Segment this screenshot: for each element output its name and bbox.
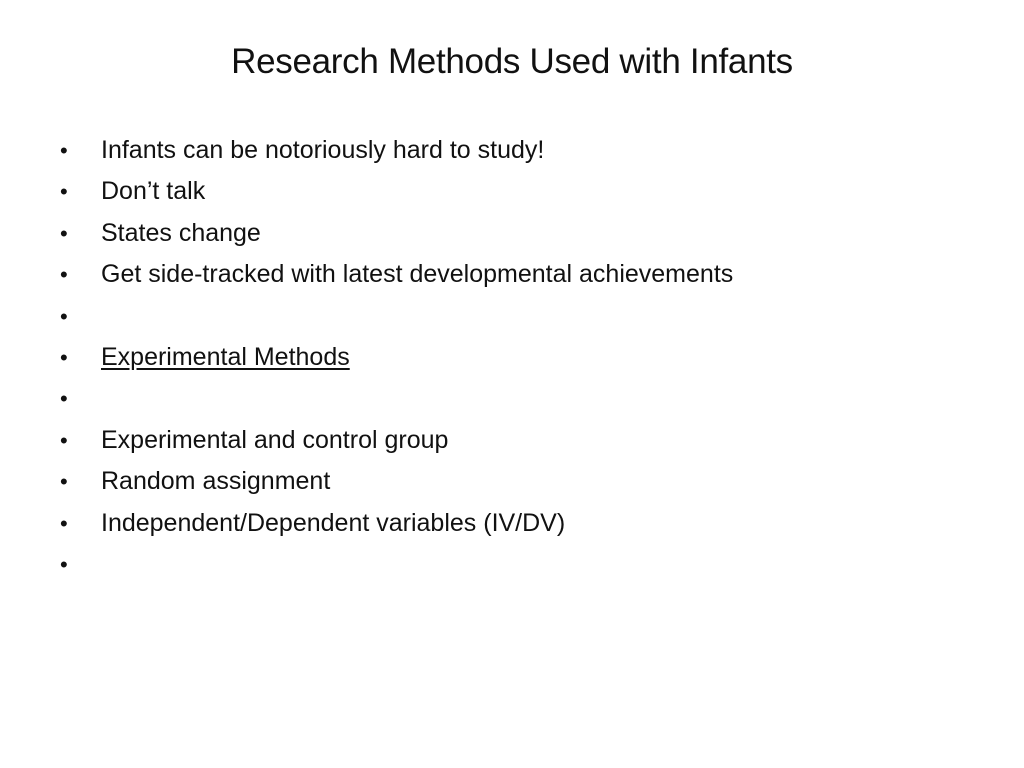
bullet-text: Independent/Dependent variables (IV/DV) [101,508,566,537]
bullet-item-empty [60,378,980,419]
bullet-item-empty [60,544,980,585]
bullet-item-heading [60,337,980,378]
bullet-icon: • [60,386,68,412]
bullet-item-empty [60,296,980,337]
bullet-item [60,171,980,212]
bullet-icon: • [60,179,68,205]
bullet-text: Random assignment [101,467,331,496]
bullet-icon: • [60,469,68,495]
bullet-text: Experimental and control group [101,425,449,454]
bullet-text: States change [101,218,261,247]
bullet-icon: • [60,220,68,246]
bullet-icon: • [60,262,68,288]
bullet-item [60,213,980,254]
bullet-icon: • [60,138,68,163]
bullet-icon: • [60,510,68,536]
bullet-item [60,130,980,171]
bullet-icon: • [60,303,68,329]
bullet-icon: • [60,344,68,370]
experimental-methods-heading: Experimental Methods [101,342,350,371]
bullet-icon: • [60,551,68,577]
bullet-text: Get side-tracked with latest developmental achievements [101,260,734,289]
bullet-list [60,130,980,585]
bullet-text: Infants can be notoriously hard to study! [101,136,545,164]
bullet-item [60,503,980,544]
bullet-item [60,254,980,295]
bullet-item [60,461,980,502]
slide-title: Research Methods Used with Infants [231,42,793,81]
bullet-icon: • [60,427,68,453]
bullet-item [60,420,980,461]
bullet-text: Don’t talk [101,177,206,206]
